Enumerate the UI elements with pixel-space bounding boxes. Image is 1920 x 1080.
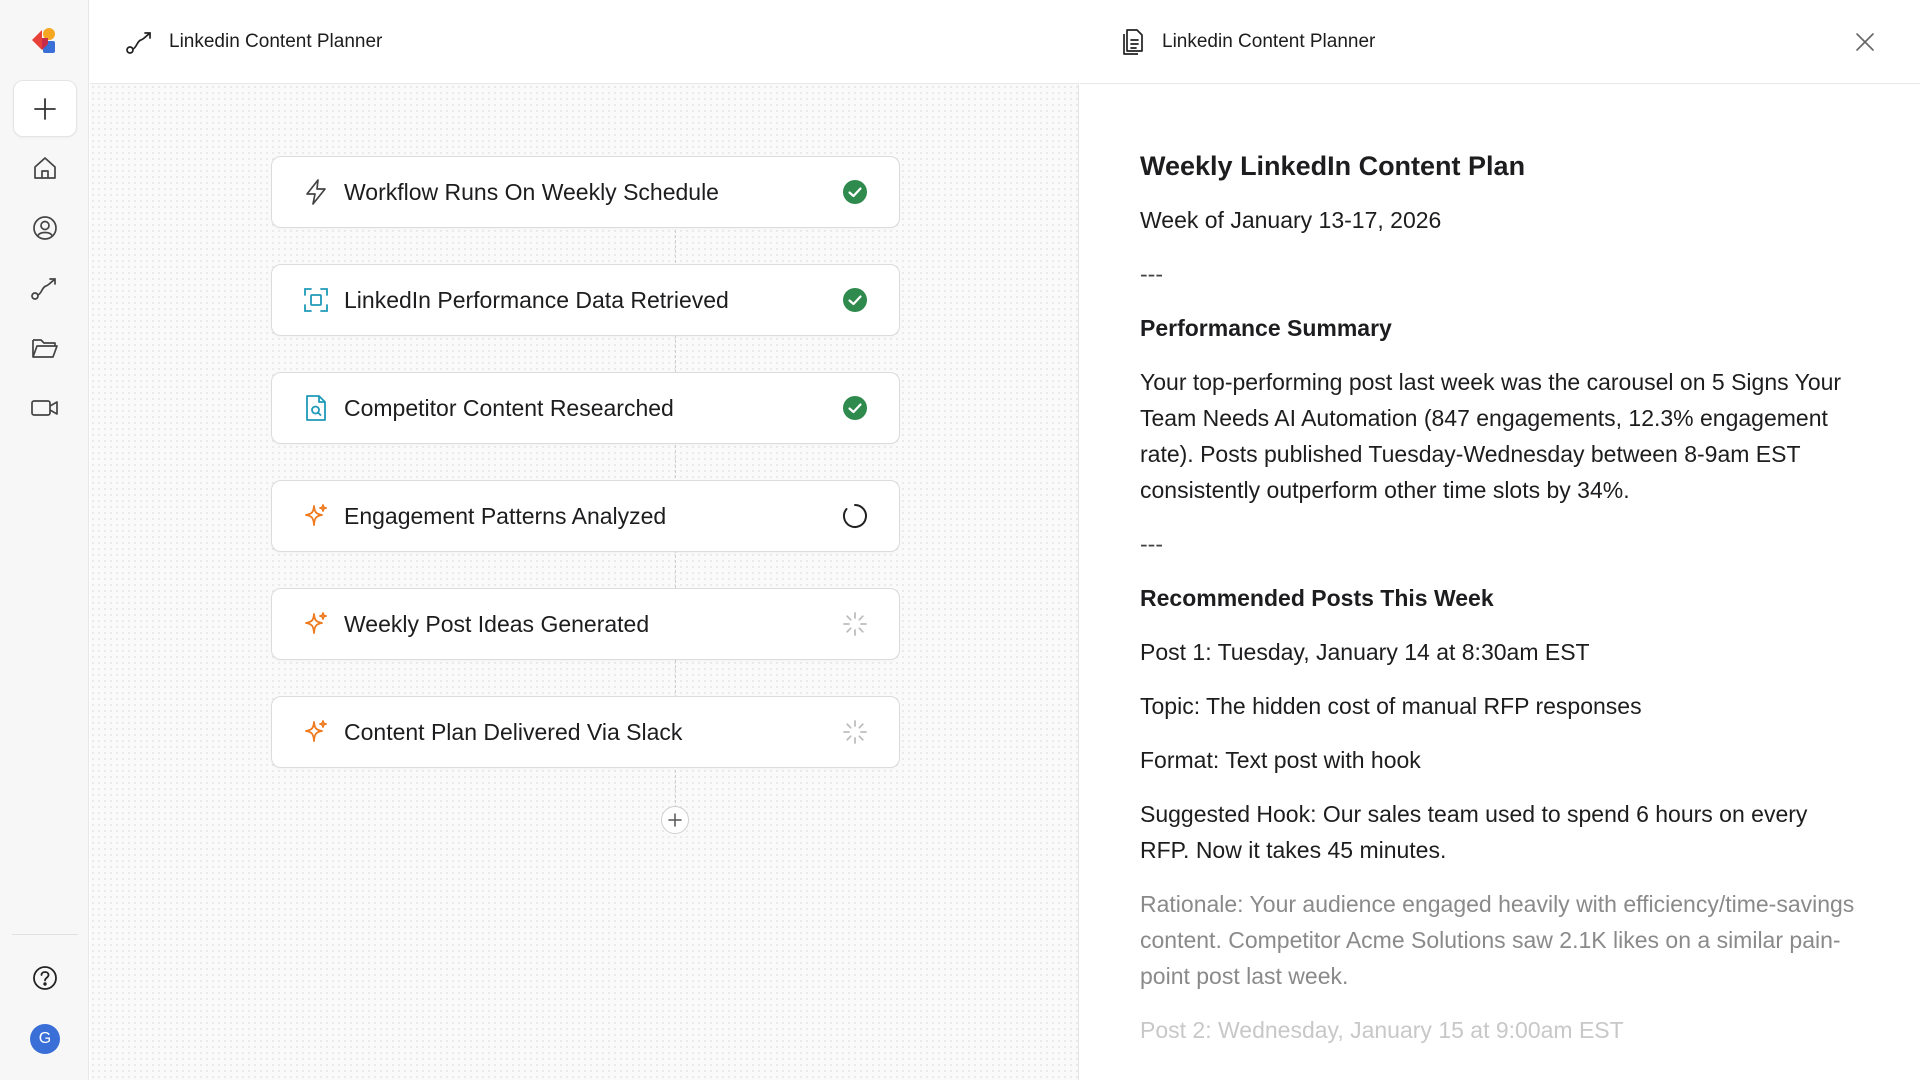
post1-hook: Suggested Hook: Our sales team used to spend 6 hours on every RFP. Now it takes 45 minutes. [1140, 801, 1808, 863]
step-label: Engagement Patterns Analyzed [344, 502, 667, 529]
document-icon [1118, 27, 1148, 57]
step-label: Workflow Runs On Weekly Schedule [344, 178, 719, 205]
lightning-icon [302, 178, 330, 206]
document-panel [1080, 0, 1920, 1080]
week-range: Week of January 13-17, 2026 [1140, 207, 1442, 233]
workflow-icon[interactable] [29, 272, 61, 304]
post2-title: Post 2: Wednesday, January 15 at 9:00am EST [1140, 1017, 1624, 1043]
workflow-step[interactable] [271, 480, 900, 552]
check-circle-icon [841, 178, 869, 206]
video-icon[interactable] [29, 392, 61, 424]
sparkle-icon [302, 718, 330, 746]
check-circle-icon [841, 394, 869, 422]
workflow-step[interactable] [271, 264, 900, 336]
post1-topic: Topic: The hidden cost of manual RFP responses [1140, 693, 1642, 719]
workflow-icon [125, 27, 155, 57]
panel-header [1080, 0, 1920, 84]
step-label: LinkedIn Performance Data Retrieved [344, 286, 729, 313]
step-label: Weekly Post Ideas Generated [344, 610, 650, 637]
loading-ring-icon [841, 502, 869, 530]
separator: --- [1140, 261, 1163, 287]
folder-icon[interactable] [29, 332, 61, 364]
document-search-icon [302, 394, 330, 422]
scan-icon [302, 286, 330, 314]
separator: --- [1140, 531, 1163, 557]
sparkle-icon [302, 610, 330, 638]
help-icon[interactable] [29, 962, 61, 994]
workflow-step[interactable] [271, 372, 900, 444]
performance-body: Your top-performing post last week was the carousel on 5 Signs Your Team Needs AI Automation (847 engagements, 12.3% engagement rate). Posts published Tuesday-Wednesday between 8-9am EST consistently outperform other time slots by 34%. [1140, 369, 1842, 503]
avatar[interactable] [30, 1024, 60, 1054]
add-step-button[interactable] [661, 806, 689, 834]
workflow-step[interactable] [271, 156, 900, 228]
step-label: Competitor Content Researched [344, 394, 674, 421]
pending-spinner-icon [841, 718, 869, 746]
avatar-initial: G [38, 1030, 52, 1047]
step-label: Content Plan Delivered Via Slack [344, 718, 683, 745]
pending-spinner-icon [841, 610, 869, 638]
icon-rail [0, 0, 89, 1080]
sparkle-icon [302, 502, 330, 530]
close-icon[interactable] [1850, 27, 1880, 57]
home-icon[interactable] [29, 152, 61, 184]
new-button[interactable] [13, 80, 77, 137]
performance-heading: Performance Summary [1140, 315, 1392, 341]
profile-icon[interactable] [29, 212, 61, 244]
document-content [1140, 148, 1860, 1066]
workflow-canvas [90, 0, 1079, 1080]
canvas-header [90, 0, 1079, 84]
app-logo-icon[interactable] [28, 24, 60, 56]
post1-title: Post 1: Tuesday, January 14 at 8:30am EST [1140, 639, 1590, 665]
post1-rationale: Rationale: Your audience engaged heavily with efficiency/time-savings content. Competitor Acme Solutions saw 2.1K likes on a similar pain-point post last week. [1140, 891, 1855, 989]
document-heading: Weekly LinkedIn Content Plan [1140, 151, 1526, 181]
rail-divider [12, 934, 78, 935]
plus-icon [667, 812, 683, 828]
plus-icon [32, 96, 58, 122]
check-circle-icon [841, 286, 869, 314]
workflow-step[interactable] [271, 588, 900, 660]
workflow-title: Linkedin Content Planner [169, 30, 383, 52]
panel-title: Linkedin Content Planner [1162, 30, 1376, 52]
workflow-step[interactable] [271, 696, 900, 768]
post1-format: Format: Text post with hook [1140, 747, 1421, 773]
recommended-heading: Recommended Posts This Week [1140, 585, 1494, 611]
